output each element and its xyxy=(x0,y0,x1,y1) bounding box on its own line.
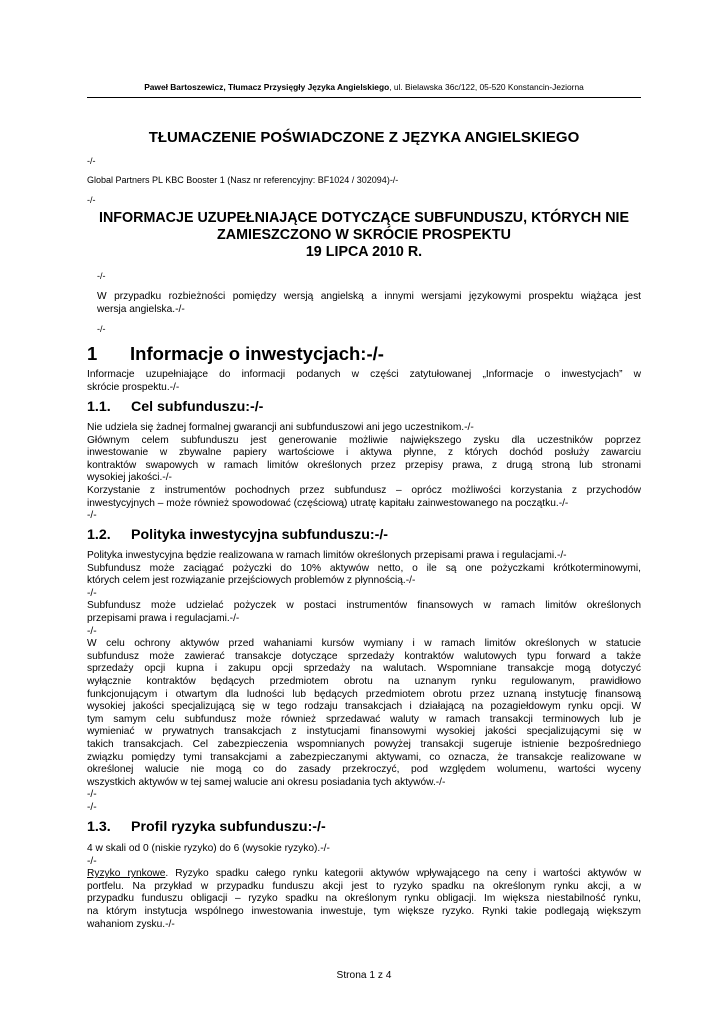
text-line: funkcjonującym i otwartym dla ludności lub będących przedmiotem obrotu przez uznaną instytucję finansową xyxy=(87,688,641,700)
text-line: Nie udziela się żadnej formalnej gwarancji ani subfunduszowi ani jego uczestnikom.-/- xyxy=(87,422,474,433)
text-line: wersja angielska.-/- xyxy=(97,303,185,315)
text-line: tym samym celu subfundusz może również sprzedawać waluty w ramach transakcji terminowych lub je xyxy=(87,713,641,725)
section-heading-1-1 xyxy=(87,399,263,416)
risk-term: Ryzyko rynkowe xyxy=(87,868,166,880)
section-number: 1.2. xyxy=(87,527,111,543)
text-line: wahaniom zysku.-/- xyxy=(87,918,175,930)
section-title: Cel subfunduszu:-/- xyxy=(131,399,264,415)
text-line: -/- xyxy=(87,789,97,801)
text-line: W celu ochrony aktywów przed wahaniami kursów wymiany i w ramach limitów określonych w statucie xyxy=(87,638,641,650)
text-line: określonej walucie nie mogą co do zasady przekroczyć, pod względem wolumenu, wartości wyceny xyxy=(87,764,641,776)
text-line: -/- xyxy=(87,510,97,522)
subtitle-date: 19 LIPCA 2010 R. xyxy=(305,244,423,260)
section-title: Polityka inwestycyjna subfunduszu:-/- xyxy=(131,527,388,543)
translator-header xyxy=(87,82,641,93)
text-line: wymieniać w prywatnych transakcjach z instytucjami finansowymi wysokiej jakości specjalizującymi się w xyxy=(87,726,641,738)
section-heading-1-3 xyxy=(87,819,326,836)
document-title: TŁUMACZENIE POŚWIADCZONE Z JĘZYKA ANGIELSKIEGO xyxy=(148,129,580,146)
marker: -/- xyxy=(97,324,106,334)
text-line: Subfundusz może udzielać pożyczek w postaci instrumentów finansowych w ramach limitów określonych xyxy=(87,600,641,612)
text-line: przepisami prawa i regulacjami.-/- xyxy=(87,612,240,624)
section-1-2-body xyxy=(87,550,641,814)
text-line: Informacje uzupełniające do informacji podanych w części zatytułowanej „Informacje o inwestycjach” w xyxy=(87,369,641,380)
subtitle-line: ZAMIESZCZONO W SKRÓCIE PROSPEKTU xyxy=(217,227,511,243)
text-line: inwestowanie w zbywalne papiery wartościowe i aktywa płynne, z których dochód posłuży zawarciu xyxy=(87,447,641,459)
translator-name: Paweł Bartoszewicz, Tłumacz Przysięgły Języka Angielskiego xyxy=(144,82,390,92)
text-line: kontraktów swapowych w ramach limitów określonych przez przepisy prawa, z drugą stroną lub stronami xyxy=(87,459,641,471)
text-line: -/- xyxy=(87,587,97,599)
text-line xyxy=(87,868,641,881)
section-heading-1 xyxy=(87,343,384,365)
text-line: wszystkich aktywów w tej samej walucie ani okresu posiadania tych aktywów.-/- xyxy=(87,776,446,788)
text-line: skrócie prospektu.-/- xyxy=(87,381,180,393)
text-line: portfelu. Na przykład w przypadku funduszu akcji jest to ryzyko spadku na określonym rynku akcji, a w xyxy=(87,880,641,892)
text-line: na którym instytucja wspólnego inwestowania inwestuje, tym większe ryzyko. Rynki takie podlegają większym xyxy=(87,905,641,917)
text-line: Subfundusz może zaciągać pożyczki do 10% aktywów netto, o ile są one pożyczkami krótkoterminowymi, xyxy=(87,562,641,574)
text-line: związku pomiędzy tymi transakcjami a zabezpieczanymi aktywami, co oznacza, że transakcje realizowane w xyxy=(87,751,641,763)
text-line: wysokiej jakości.-/- xyxy=(87,472,172,484)
section-number: 1.3. xyxy=(87,819,111,835)
text-line: sprzedaży opcji kupna i zakupu opcji sprzedaży na walutach. Wspomniane transakcje mogą dotyczyć xyxy=(87,663,641,675)
text-line: wysokiej jakości specjalizującą się w tego rodzaju transakcjach i działającą na pozagiełdowym rynku opcji. W xyxy=(87,701,641,713)
marker: -/- xyxy=(97,271,106,281)
subtitle-line: INFORMACJE UZUPEŁNIAJĄCE DOTYCZĄCE SUBFUNDUSZU, KTÓRYCH NIE xyxy=(98,210,630,226)
marker: -/- xyxy=(87,195,96,205)
text-line: wyłącznie kontraktów będących przedmiotem obrotu na uznanym rynku regulowanym, prawidłowo xyxy=(87,675,641,687)
text-line: Polityka inwestycyjna będzie realizowana w ramach limitów określonych przepisami prawa i regulacjami.-/- xyxy=(87,550,567,561)
text-line: -/- xyxy=(87,855,97,867)
risk-scale: 4 w skali od 0 (niskie ryzyko) do 6 (wysokie ryzyko).-/- xyxy=(87,843,330,854)
text-line: przypadku funduszu obligacji – ryzyko spadku na określonym rynku obligacji. Im większa niestabilność rynku, xyxy=(87,893,641,905)
text-line: takich transakcjach. Cel zabezpieczenia wspomnianych powyżej transakcji sugeruje istnienie bezpośredniego xyxy=(87,738,641,750)
section-1-3-body xyxy=(87,843,641,931)
translator-address: , ul. Bielawska 36c/122, 05-520 Konstancin-Jeziorna xyxy=(389,82,584,92)
section-1-intro xyxy=(87,369,641,394)
text-line: inwestycyjnych – może również spowodować (częściową) utratę kapitału zainwestowanego na początku.-/- xyxy=(87,497,569,509)
text-line: W przypadku rozbieżności pomiędzy wersją angielską a innymi wersjami językowymi prospektu wiążąca jest xyxy=(97,291,641,302)
text-line: -/- xyxy=(87,625,97,637)
section-title: Informacje o inwestycjach:-/- xyxy=(130,343,384,364)
language-note xyxy=(97,291,641,316)
section-1-1-body xyxy=(87,422,641,523)
text-line: Korzystanie z instrumentów pochodnych przez subfundusz – oprócz możliwości korzystania z przychodów xyxy=(87,484,641,496)
section-heading-1-2 xyxy=(87,527,388,544)
document-subtitle xyxy=(87,210,641,261)
risk-description: . Ryzyko spadku całego rynku kategorii aktywów wpływającego na ceny i wartości aktywów w xyxy=(165,868,641,880)
text-line: -/- xyxy=(87,801,97,813)
section-number: 1.1. xyxy=(87,399,111,415)
page-number: Strona 1 z 4 xyxy=(336,970,392,981)
section-title: Profil ryzyka subfunduszu:-/- xyxy=(131,819,326,835)
section-number: 1 xyxy=(87,343,98,364)
text-line: których celem jest rozwiązanie przejściowych problemów z płynnością.-/- xyxy=(87,575,416,587)
text-line: subfundusz może zawierać transakcje dotyczące sprzedaży kontraktów walutowych typu forward a także xyxy=(87,650,641,662)
header-divider xyxy=(87,97,641,98)
text-line: Głównym celem subfunduszu jest generowanie możliwie największego zysku dla uczestników poprzez xyxy=(87,434,641,446)
reference-line: Global Partners PL KBC Booster 1 (Nasz nr referencyjny: BF1024 / 302094)-/- xyxy=(87,175,399,185)
marker: -/- xyxy=(87,156,96,166)
